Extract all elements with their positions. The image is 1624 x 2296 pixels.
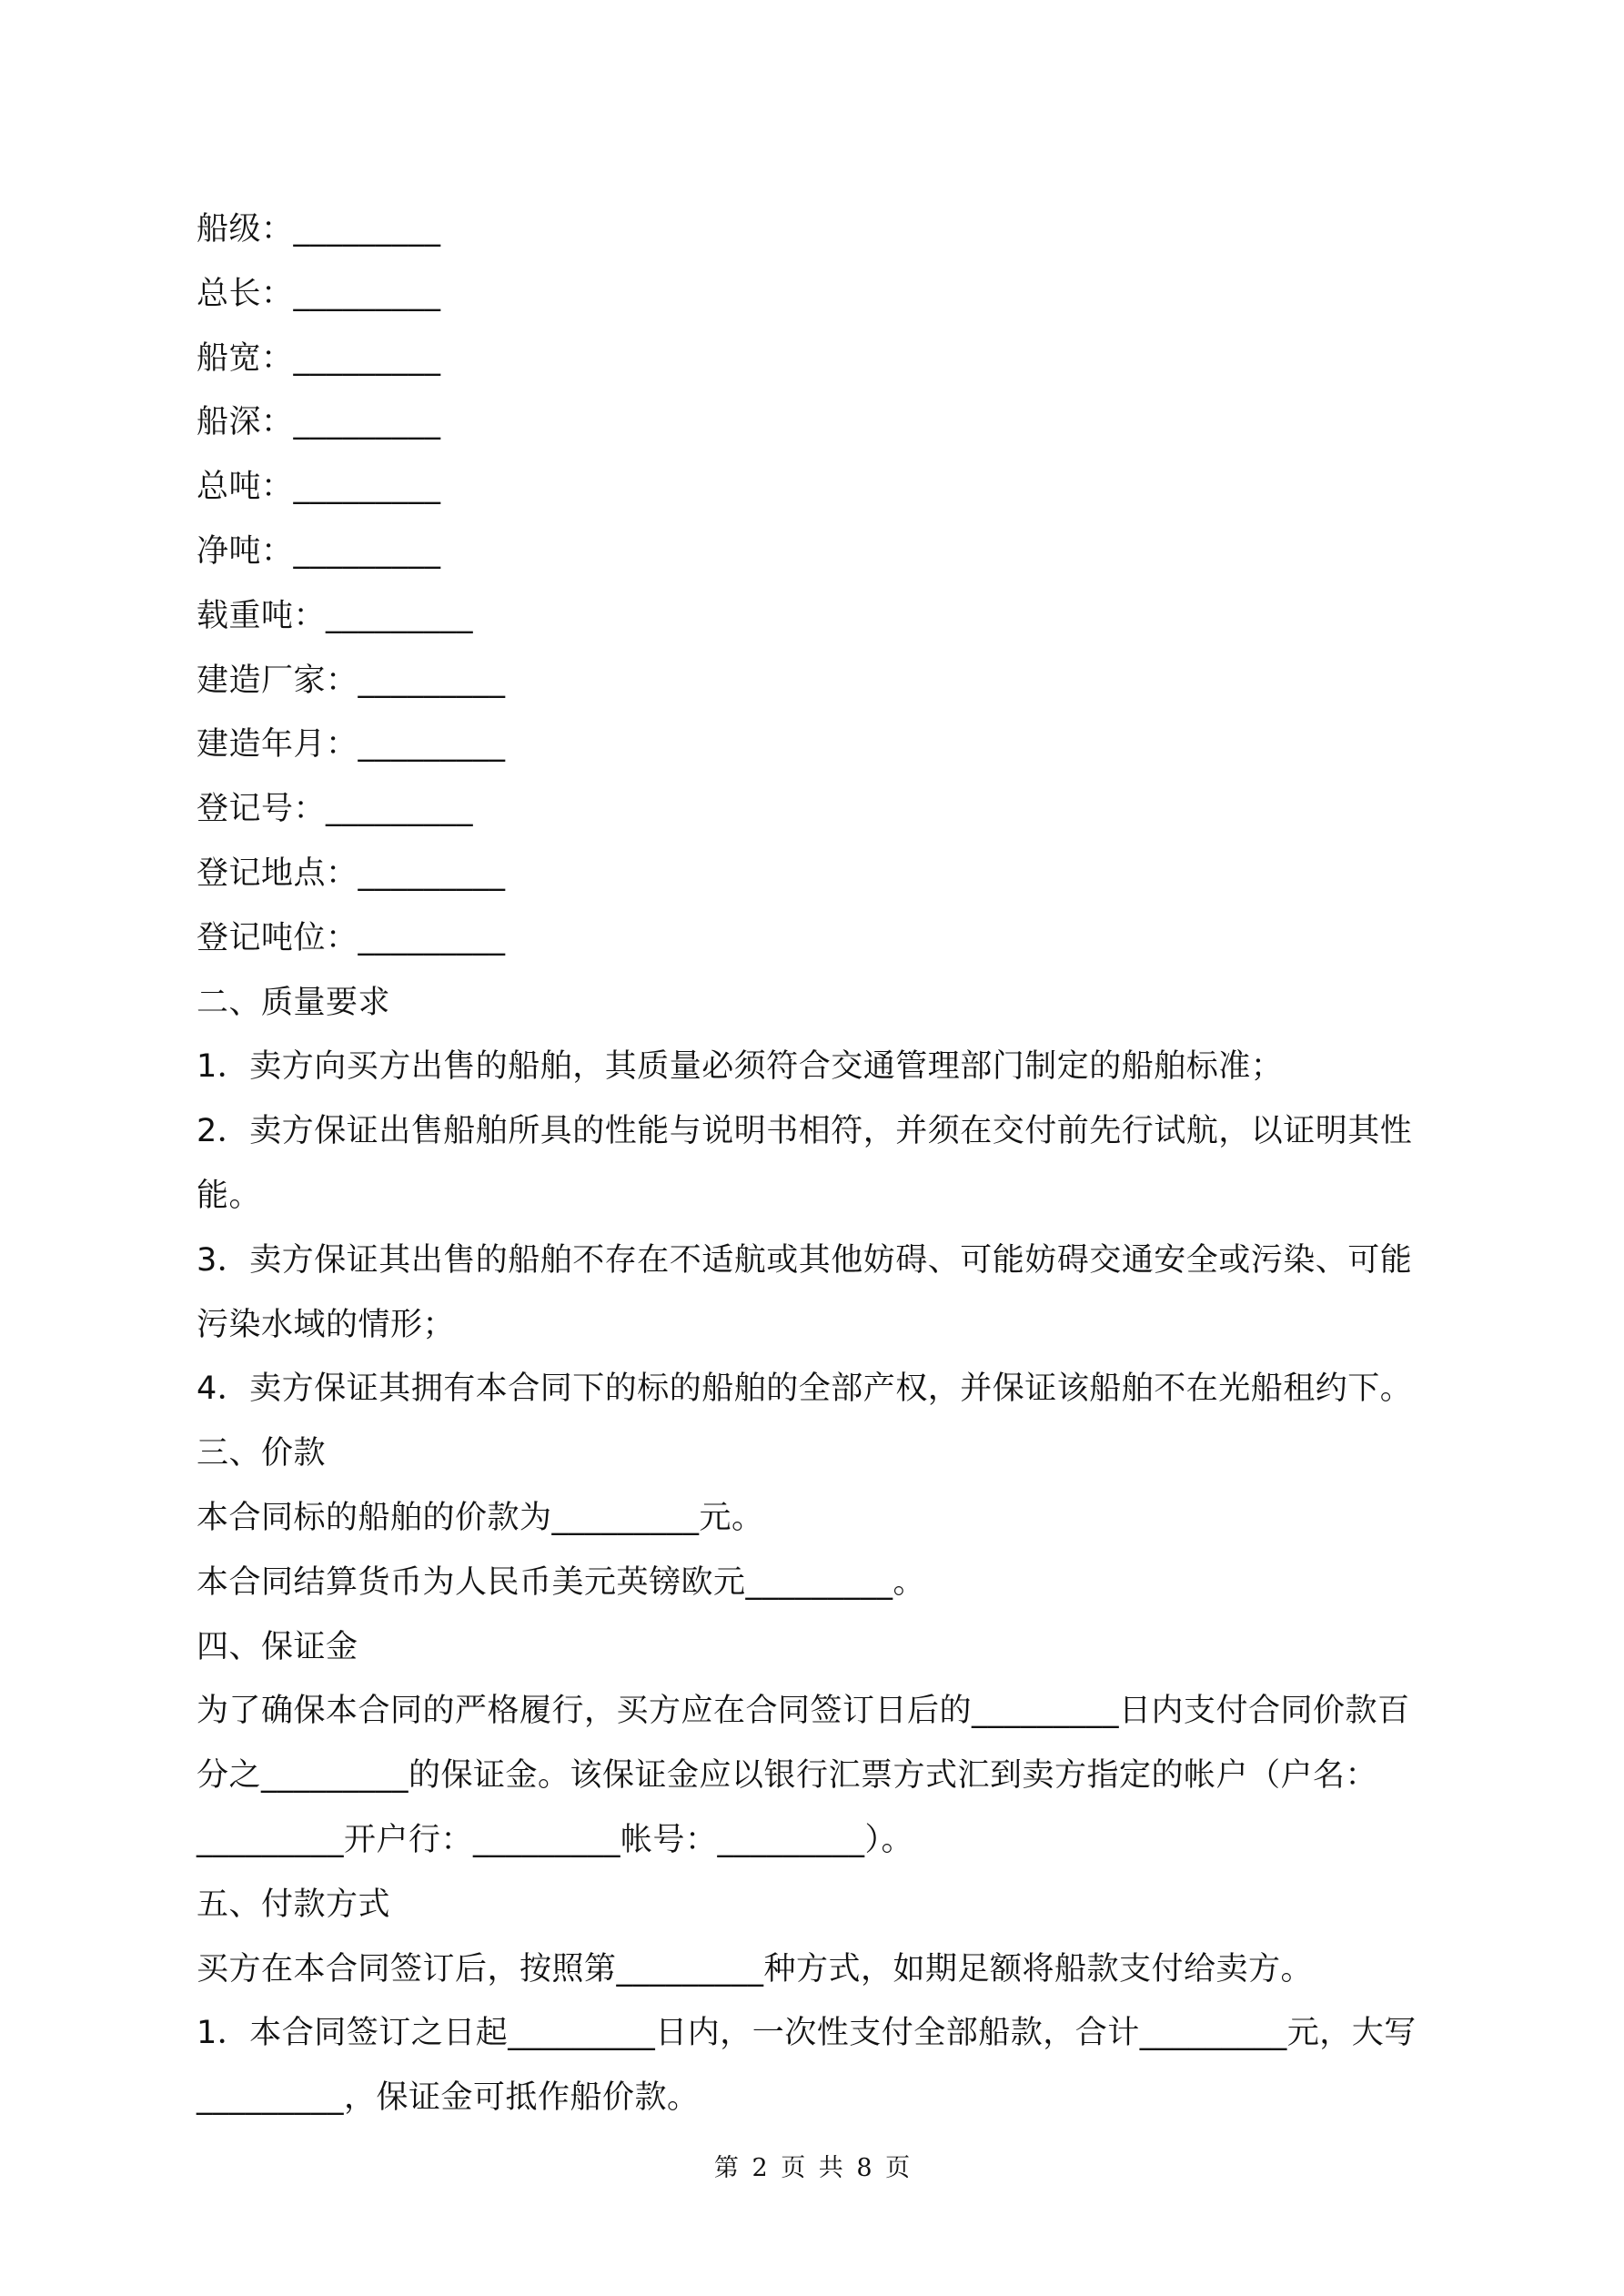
text-line: 净吨：_________ xyxy=(197,532,441,570)
text-line: 登记吨位：_________ xyxy=(197,919,506,956)
text-line: 总长：_________ xyxy=(197,275,441,312)
text-line: _________，保证金可抵作船价款。 xyxy=(197,2079,700,2117)
text-line: 3．卖方保证其出售的船舶不存在不适航或其他妨碍、可能妨碍交通安全或污染、可能 xyxy=(197,1241,1413,1279)
text-line: 建造年月：_________ xyxy=(197,726,506,764)
text-line: 2．卖方保证出售船舶所具的性能与说明书相符，并须在交付前先行试航，以证明其性 xyxy=(197,1113,1413,1150)
text-line: 二、质量要求 xyxy=(197,984,391,1021)
text-line: 登记地点：_________ xyxy=(197,855,506,892)
text-line: 1．卖方向买方出售的船舶，其质量必须符合交通管理部门制定的船舶标准； xyxy=(197,1048,1284,1086)
text-line: 三、价款 xyxy=(197,1435,327,1472)
page-footer: 第 2 页 共 8 页 xyxy=(713,2154,911,2182)
text-line: 船级：_________ xyxy=(197,211,441,248)
text-line: 为了确保本合同的严格履行，买方应在合同签订日后的_________日内支付合同价款百 xyxy=(197,1693,1410,1730)
document-body xyxy=(197,206,1443,2139)
text-line: 载重吨：_________ xyxy=(197,597,474,634)
text-line: 五、付款方式 xyxy=(197,1886,391,1923)
text-line: 买方在本合同签订后，按照第_________种方式，如期足额将船款支付给卖方。 xyxy=(197,1950,1314,1988)
text-line: 本合同结算货币为人民币美元英镑欧元_________。 xyxy=(197,1563,926,1601)
text-line: 船深：_________ xyxy=(197,404,441,441)
text-line: 建造厂家：_________ xyxy=(197,662,506,699)
text-line: 船宽：_________ xyxy=(197,339,441,377)
text-line: 四、保证金 xyxy=(197,1628,358,1665)
text-line: 分之_________的保证金。该保证金应以银行汇票方式汇到卖方指定的帐户（户名： xyxy=(197,1757,1378,1795)
text-line: 登记号：_________ xyxy=(197,791,474,828)
text-line: 4．卖方保证其拥有本合同下的标的船舶的全部产权，并保证该船舶不在光船租约下。 xyxy=(197,1371,1413,1408)
text-line: 污染水域的情形； xyxy=(197,1306,456,1343)
text-line: 1．本合同签订之日起_________日内，一次性支付全部船款，合计_________元，大写 xyxy=(197,2015,1417,2052)
text-line: 能。 xyxy=(197,1177,262,1214)
text-line: 本合同标的船舶的价款为_________元。 xyxy=(197,1499,764,1536)
text-line: 总吨：_________ xyxy=(197,469,441,506)
text-line: _________开户行：_________帐号：_________）。 xyxy=(197,1821,914,1858)
